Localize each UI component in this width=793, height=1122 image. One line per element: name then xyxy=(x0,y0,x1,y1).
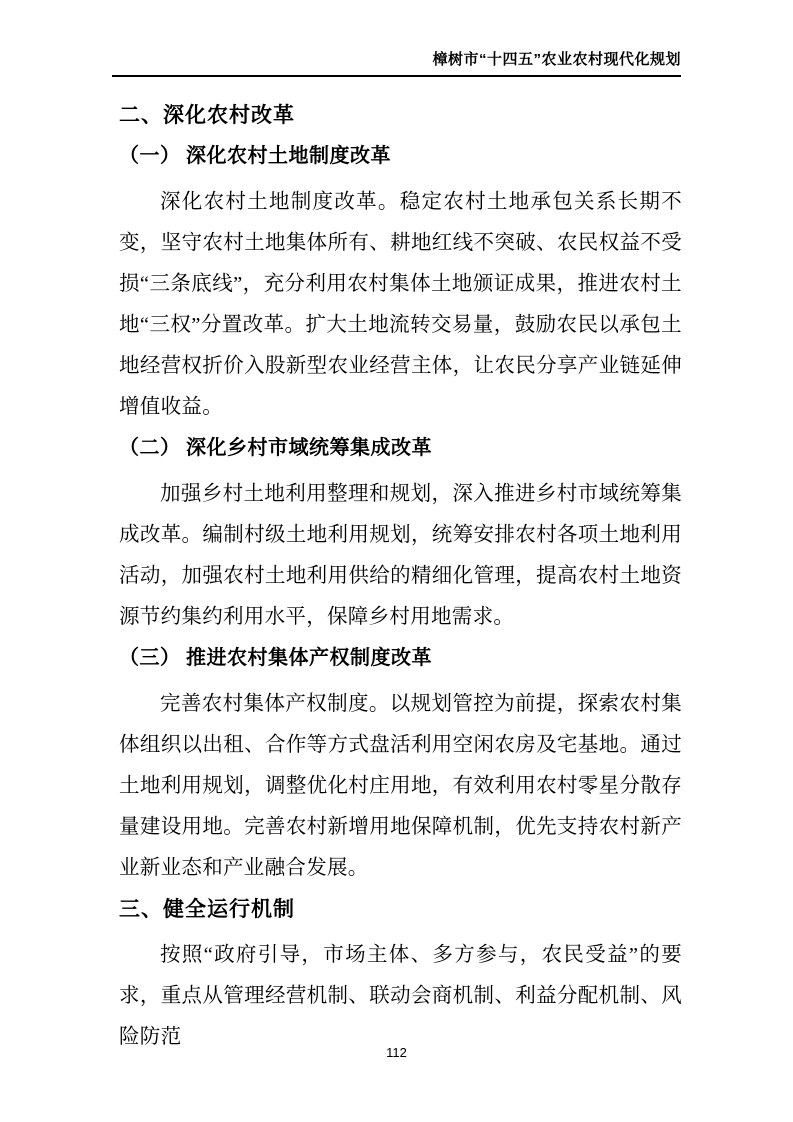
heading-section-2-rural-reform: 二、深化农村改革 xyxy=(119,103,295,127)
heading-subsection-2-3-collective-property-reform: （三） 推进农村集体产权制度改革 xyxy=(119,647,432,669)
heading-subsection-2-2-integrated-planning-reform: （二） 深化乡村市域统筹集成改革 xyxy=(119,437,432,459)
page-footer xyxy=(0,1045,793,1060)
paragraph-integrated-planning-reform: 加强乡村土地利用整理和规划，深入推进乡村市域统筹集成改革。编制村级土地利用规划，统筹安排农村各项土地利用活动，加强农村土地利用供给的精细化管理，提高农村土地资源节约集约利用水平，保障乡村用地需求。 xyxy=(119,483,682,628)
paragraph-collective-property-reform: 完善农村集体产权制度。以规划管控为前提，探索农村集体组织以出租、合作等方式盘活利用空闲农房及宅基地。通过土地利用规划，调整优化村庄用地，有效利用农村零星分散存量建设用地。完善农村新增用地保障机制，优先支持农村新产业新业态和产业融合发展。 xyxy=(119,693,682,879)
running-header-title: 樟树市“十四五”农业农村现代化规划 xyxy=(432,51,681,68)
page-number: 112 xyxy=(386,1045,407,1060)
header-divider-rule xyxy=(112,75,681,77)
paragraph-land-system-reform: 深化农村土地制度改革。稳定农村土地承包关系长期不变，坚守农村土地集体所有、耕地红线不突破、农民权益不受损“三条底线”，充分利用农村集体土地颁证成果，推进农村土地“三权”分置改革。扩大土地流转交易量，鼓励农民以承包土地经营权折价入股新型农业经营主体，让农民分享产业链延伸增值收益。 xyxy=(119,191,682,418)
heading-section-3-operation-mechanism: 三、健全运行机制 xyxy=(119,897,295,921)
heading-subsection-2-1-land-system-reform: （一） 深化农村土地制度改革 xyxy=(119,145,391,167)
page-content xyxy=(119,95,682,1058)
paragraph-operation-mechanism: 按照“政府引导，市场主体、多方参与，农民受益”的要求，重点从管理经营机制、联动会商机制、利益分配机制、风险防范 xyxy=(119,944,682,1048)
